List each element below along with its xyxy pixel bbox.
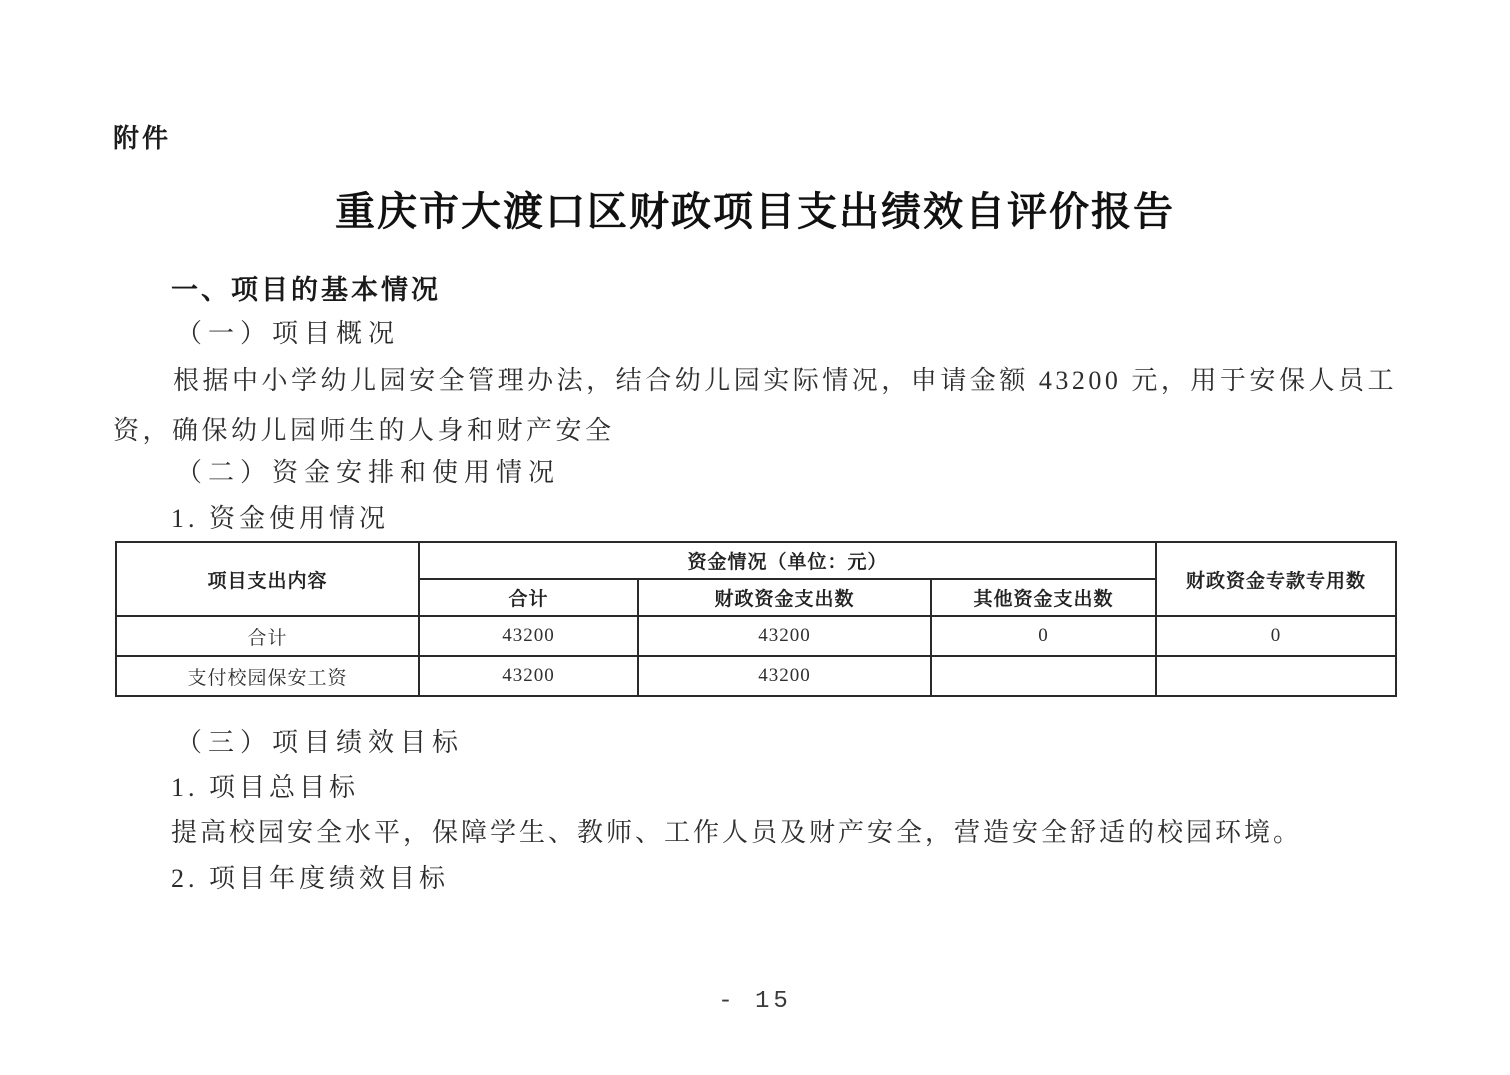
table-header-project-content: 项目支出内容 [116, 542, 419, 616]
cell-total: 43200 [419, 616, 638, 656]
cell-fiscal: 43200 [638, 656, 931, 696]
annual-goal-subheading: 2. 项目年度绩效目标 [171, 864, 450, 893]
subsection-overview-heading: （一）项目概况 [176, 319, 401, 348]
page-number: - 15 [718, 988, 792, 1015]
document-title: 重庆市大渡口区财政项目支出绩效自评价报告 [335, 189, 1175, 234]
cell-special [1156, 656, 1396, 696]
table-row-total [116, 616, 1396, 656]
table-header-total: 合计 [419, 579, 638, 616]
cell-other [931, 656, 1156, 696]
overall-goal-subheading: 1. 项目总目标 [171, 773, 360, 802]
section-basic-info-heading: 一、项目的基本情况 [171, 275, 441, 305]
cell-row-label: 支付校园保安工资 [116, 656, 419, 696]
cell-other: 0 [931, 616, 1156, 656]
subsection-goals-heading: （三）项目绩效目标 [176, 728, 465, 757]
funding-usage-table [115, 541, 1397, 697]
subsection-funding-heading: （二）资金安排和使用情况 [176, 458, 561, 487]
table-header-funding-group: 资金情况（单位：元） [419, 542, 1156, 579]
overall-goal-body: 提高校园安全水平，保障学生、教师、工作人员及财产安全，营造安全舒适的校园环境。 [171, 818, 1303, 847]
cell-special: 0 [1156, 616, 1396, 656]
funding-usage-subheading: 1. 资金使用情况 [171, 504, 390, 533]
cell-row-label: 合计 [116, 616, 419, 656]
cell-total: 43200 [419, 656, 638, 696]
table-row-security-wages [116, 656, 1396, 696]
overview-body-paragraph: 根据中小学幼儿园安全管理办法，结合幼儿园实际情况，申请金额 43200 元，用于安保人员工资，确保幼儿园师生的人身和财产安全 [113, 366, 1397, 445]
cell-fiscal: 43200 [638, 616, 931, 656]
table-header-special-use: 财政资金专款专用数 [1156, 542, 1396, 616]
table-header-fiscal-expenditure: 财政资金支出数 [638, 579, 931, 616]
table-header-other-expenditure: 其他资金支出数 [931, 579, 1156, 616]
attachment-label: 附件 [113, 123, 172, 153]
